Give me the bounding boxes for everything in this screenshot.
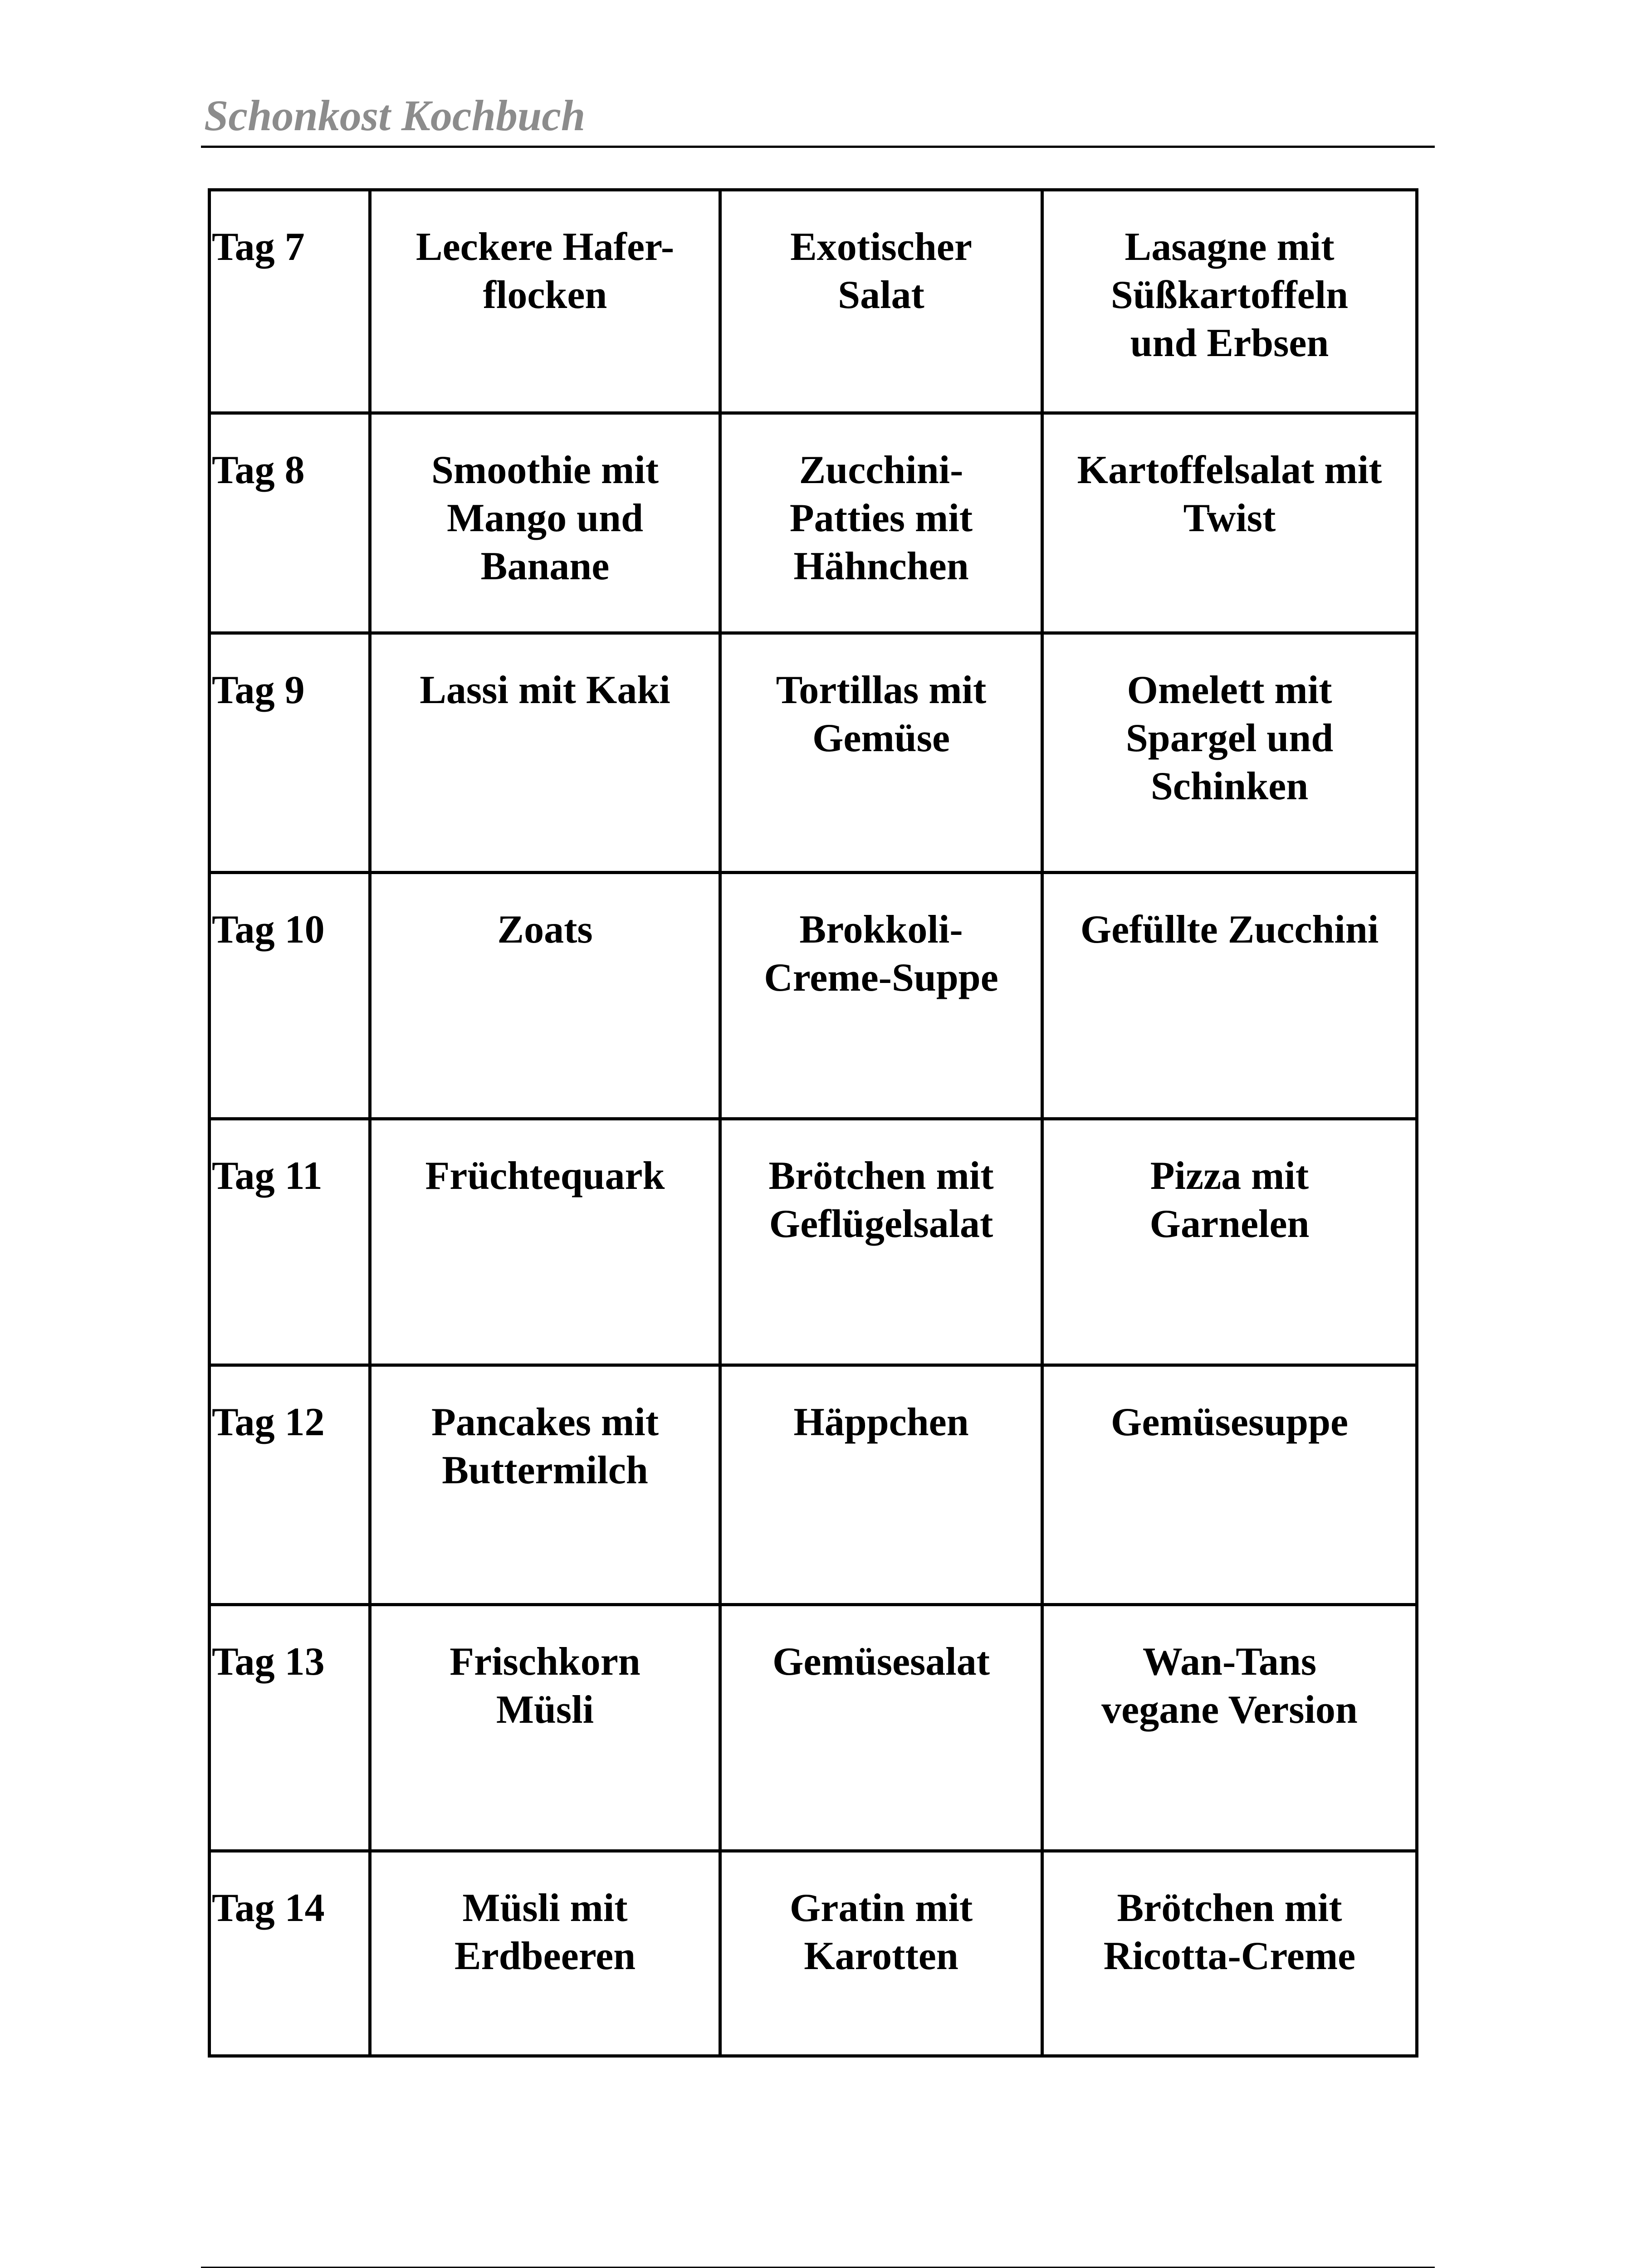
lunch-cell: Gemüsesalat <box>720 1605 1042 1851</box>
breakfast-cell: Lassi mit Kaki <box>370 633 720 873</box>
lunch-cell: Exotischer Salat <box>720 190 1042 413</box>
dinner-cell: Kartoffelsalat mit Twist <box>1042 413 1417 633</box>
day-cell: Tag 12 <box>210 1365 370 1605</box>
breakfast-cell: Zoats <box>370 873 720 1119</box>
day-cell: Tag 10 <box>210 873 370 1119</box>
table-row <box>210 413 1417 633</box>
dinner-cell: Gemüsesuppe <box>1042 1365 1417 1605</box>
breakfast-cell: Leckere Hafer- flocken <box>370 190 720 413</box>
breakfast-cell: Pancakes mit Buttermilch <box>370 1365 720 1605</box>
table-row <box>210 190 1417 413</box>
breakfast-cell: Müsli mit Erdbeeren <box>370 1851 720 2056</box>
table-row <box>210 1605 1417 1851</box>
lunch-cell: Gratin mit Karotten <box>720 1851 1042 2056</box>
day-cell: Tag 11 <box>210 1119 370 1365</box>
dinner-cell: Lasagne mit Süßkartoffeln und Erbsen <box>1042 190 1417 413</box>
dinner-cell: Brötchen mit Ricotta-Creme <box>1042 1851 1417 2056</box>
day-cell: Tag 13 <box>210 1605 370 1851</box>
lunch-cell: Tortillas mit Gemüse <box>720 633 1042 873</box>
lunch-cell: Zucchini- Patties mit Hähnchen <box>720 413 1042 633</box>
meal-plan-table <box>208 188 1418 2058</box>
day-cell: Tag 8 <box>210 413 370 633</box>
table-row <box>210 633 1417 873</box>
breakfast-cell: Frischkorn Müsli <box>370 1605 720 1851</box>
table-row <box>210 1365 1417 1605</box>
lunch-cell: Brötchen mit Geflügelsalat <box>720 1119 1042 1365</box>
meal-plan-body <box>210 190 1417 2056</box>
breakfast-cell: Früchtequark <box>370 1119 720 1365</box>
day-cell: Tag 7 <box>210 190 370 413</box>
dinner-cell: Gefüllte Zucchini <box>1042 873 1417 1119</box>
breakfast-cell: Smoothie mit Mango und Banane <box>370 413 720 633</box>
table-row <box>210 873 1417 1119</box>
header-rule <box>201 146 1435 148</box>
running-header-title: Schonkost Kochbuch <box>204 91 586 140</box>
table-row <box>210 1119 1417 1365</box>
dinner-cell: Wan-Tans vegane Version <box>1042 1605 1417 1851</box>
dinner-cell: Omelett mit Spargel und Schinken <box>1042 633 1417 873</box>
table-row <box>210 1851 1417 2056</box>
day-cell: Tag 9 <box>210 633 370 873</box>
day-cell: Tag 14 <box>210 1851 370 2056</box>
lunch-cell: Brokkoli- Creme-Suppe <box>720 873 1042 1119</box>
lunch-cell: Häppchen <box>720 1365 1042 1605</box>
dinner-cell: Pizza mit Garnelen <box>1042 1119 1417 1365</box>
